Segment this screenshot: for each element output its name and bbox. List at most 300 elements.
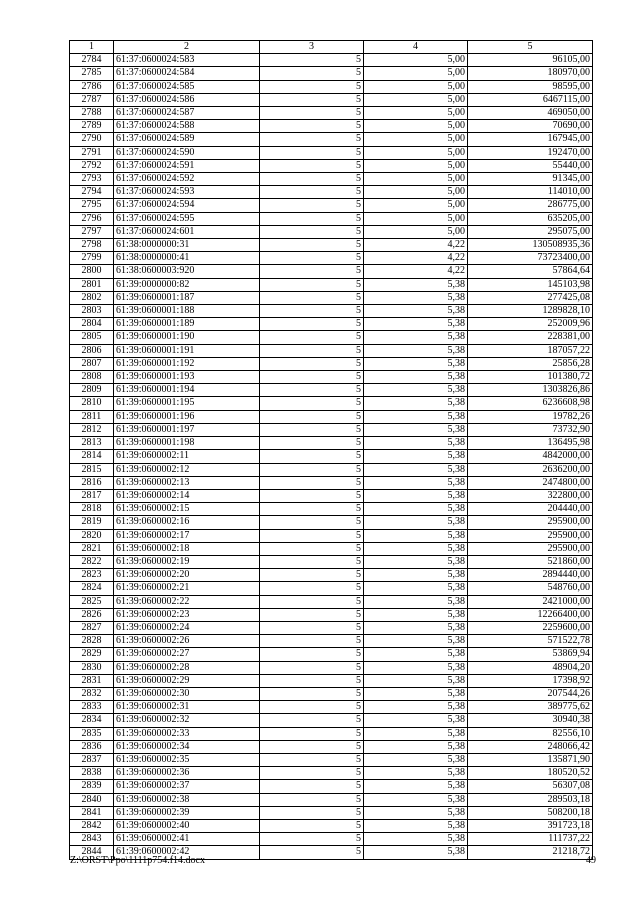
col4-cell: 4,22 — [364, 252, 468, 265]
cadastral-number-cell: 61:39:0600002:38 — [114, 793, 260, 806]
cadastral-number-cell: 61:39:0600001:196 — [114, 410, 260, 423]
table-row — [70, 767, 593, 780]
col3-cell: 5 — [260, 146, 364, 159]
col4-cell: 5,38 — [364, 793, 468, 806]
cadastral-number-cell: 61:37:0600024:593 — [114, 186, 260, 199]
table-row — [70, 133, 593, 146]
row-number-cell: 2794 — [70, 186, 114, 199]
column-header-2: 2 — [114, 41, 260, 54]
col4-cell: 5,38 — [364, 846, 468, 859]
cadastral-number-cell: 61:39:0600002:17 — [114, 529, 260, 542]
table-row — [70, 661, 593, 674]
table-row — [70, 595, 593, 608]
row-number-cell: 2787 — [70, 93, 114, 106]
table-row — [70, 648, 593, 661]
col3-cell: 5 — [260, 503, 364, 516]
col5-cell: 12266400,00 — [468, 608, 593, 621]
table-row — [70, 463, 593, 476]
col3-cell: 5 — [260, 753, 364, 766]
table-row — [70, 701, 593, 714]
row-number-cell: 2820 — [70, 529, 114, 542]
col5-cell: 228381,00 — [468, 331, 593, 344]
col3-cell: 5 — [260, 54, 364, 67]
row-number-cell: 2831 — [70, 674, 114, 687]
cadastral-number-cell: 61:39:0600001:191 — [114, 344, 260, 357]
col5-cell: 130508935,36 — [468, 239, 593, 252]
col3-cell: 5 — [260, 608, 364, 621]
cadastral-number-cell: 61:39:0600002:28 — [114, 661, 260, 674]
cadastral-number-cell: 61:37:0600024:590 — [114, 146, 260, 159]
col4-cell: 5,38 — [364, 503, 468, 516]
table-body — [70, 54, 593, 859]
col3-cell: 5 — [260, 410, 364, 423]
col4-cell: 5,00 — [364, 120, 468, 133]
row-number-cell: 2814 — [70, 450, 114, 463]
col3-cell: 5 — [260, 93, 364, 106]
col5-cell: 469050,00 — [468, 107, 593, 120]
col3-cell: 5 — [260, 384, 364, 397]
col3-cell: 5 — [260, 305, 364, 318]
row-number-cell: 2821 — [70, 542, 114, 555]
col3-cell: 5 — [260, 833, 364, 846]
col5-cell: 2421000,00 — [468, 595, 593, 608]
cadastral-number-cell: 61:39:0600001:195 — [114, 397, 260, 410]
cadastral-number-cell: 61:39:0600001:193 — [114, 371, 260, 384]
table-row — [70, 344, 593, 357]
row-number-cell: 2795 — [70, 199, 114, 212]
col3-cell: 5 — [260, 291, 364, 304]
row-number-cell: 2798 — [70, 239, 114, 252]
col3-cell: 5 — [260, 173, 364, 186]
col4-cell: 5,38 — [364, 780, 468, 793]
col3-cell: 5 — [260, 159, 364, 172]
row-number-cell: 2790 — [70, 133, 114, 146]
col4-cell: 5,38 — [364, 463, 468, 476]
table-row — [70, 674, 593, 687]
cadastral-number-cell: 61:39:0600002:22 — [114, 595, 260, 608]
col4-cell: 5,00 — [364, 186, 468, 199]
col3-cell: 5 — [260, 265, 364, 278]
row-number-cell: 2824 — [70, 582, 114, 595]
col4-cell: 5,38 — [364, 595, 468, 608]
table-row — [70, 555, 593, 568]
col3-cell: 5 — [260, 701, 364, 714]
col3-cell: 5 — [260, 120, 364, 133]
col5-cell: 286775,00 — [468, 199, 593, 212]
col3-cell: 5 — [260, 569, 364, 582]
row-number-cell: 2822 — [70, 555, 114, 568]
row-number-cell: 2826 — [70, 608, 114, 621]
cadastral-number-cell: 61:38:0000000:31 — [114, 239, 260, 252]
col5-cell: 53869,94 — [468, 648, 593, 661]
row-number-cell: 2805 — [70, 331, 114, 344]
table-row — [70, 714, 593, 727]
col4-cell: 5,00 — [364, 173, 468, 186]
cadastral-number-cell: 61:39:0600001:187 — [114, 291, 260, 304]
col4-cell: 5,38 — [364, 740, 468, 753]
col4-cell: 4,22 — [364, 265, 468, 278]
col3-cell: 5 — [260, 687, 364, 700]
col3-cell: 5 — [260, 463, 364, 476]
row-number-cell: 2801 — [70, 278, 114, 291]
row-number-cell: 2833 — [70, 701, 114, 714]
cadastral-number-cell: 61:39:0600001:188 — [114, 305, 260, 318]
table-row — [70, 291, 593, 304]
row-number-cell: 2809 — [70, 384, 114, 397]
col4-cell: 5,38 — [364, 529, 468, 542]
column-header-5: 5 — [468, 41, 593, 54]
col3-cell: 5 — [260, 846, 364, 859]
row-number-cell: 2842 — [70, 819, 114, 832]
table-row — [70, 212, 593, 225]
col5-cell: 207544,26 — [468, 687, 593, 700]
cadastral-number-cell: 61:39:0600001:190 — [114, 331, 260, 344]
cadastral-number-cell: 61:37:0600024:594 — [114, 199, 260, 212]
row-number-cell: 2811 — [70, 410, 114, 423]
col4-cell: 5,00 — [364, 133, 468, 146]
col5-cell: 101380,72 — [468, 371, 593, 384]
col3-cell: 5 — [260, 331, 364, 344]
col5-cell: 82556,10 — [468, 727, 593, 740]
col5-cell: 635205,00 — [468, 212, 593, 225]
cadastral-number-cell: 61:39:0600002:36 — [114, 767, 260, 780]
cadastral-number-cell: 61:39:0600002:30 — [114, 687, 260, 700]
col5-cell: 389775,62 — [468, 701, 593, 714]
col4-cell: 5,00 — [364, 54, 468, 67]
col5-cell: 70690,00 — [468, 120, 593, 133]
cadastral-number-cell: 61:39:0600002:16 — [114, 516, 260, 529]
col5-cell: 1289828,10 — [468, 305, 593, 318]
col3-cell: 5 — [260, 516, 364, 529]
cadastral-number-cell: 61:37:0600024:583 — [114, 54, 260, 67]
col3-cell: 5 — [260, 252, 364, 265]
col3-cell: 5 — [260, 661, 364, 674]
row-number-cell: 2788 — [70, 107, 114, 120]
cadastral-number-cell: 61:39:0600002:29 — [114, 674, 260, 687]
col5-cell: 180520,52 — [468, 767, 593, 780]
col5-cell: 2894440,00 — [468, 569, 593, 582]
col3-cell: 5 — [260, 278, 364, 291]
col3-cell: 5 — [260, 67, 364, 80]
col5-cell: 73732,90 — [468, 423, 593, 436]
col4-cell: 5,38 — [364, 305, 468, 318]
col3-cell: 5 — [260, 186, 364, 199]
col5-cell: 57864,64 — [468, 265, 593, 278]
row-number-cell: 2819 — [70, 516, 114, 529]
table-row — [70, 410, 593, 423]
col4-cell: 5,38 — [364, 767, 468, 780]
col5-cell: 114010,00 — [468, 186, 593, 199]
col5-cell: 2636200,00 — [468, 463, 593, 476]
table-row — [70, 305, 593, 318]
cadastral-number-cell: 61:37:0600024:601 — [114, 225, 260, 238]
col5-cell: 17398,92 — [468, 674, 593, 687]
row-number-cell: 2843 — [70, 833, 114, 846]
cadastral-number-cell: 61:39:0600002:41 — [114, 833, 260, 846]
col5-cell: 295900,00 — [468, 529, 593, 542]
col3-cell: 5 — [260, 225, 364, 238]
col3-cell: 5 — [260, 806, 364, 819]
col4-cell: 5,38 — [364, 384, 468, 397]
cadastral-number-cell: 61:39:0600002:18 — [114, 542, 260, 555]
table-row — [70, 93, 593, 106]
col3-cell: 5 — [260, 542, 364, 555]
row-number-cell: 2834 — [70, 714, 114, 727]
cadastral-number-cell: 61:39:0600002:19 — [114, 555, 260, 568]
row-number-cell: 2837 — [70, 753, 114, 766]
cadastral-number-cell: 61:39:0600002:14 — [114, 489, 260, 502]
col3-cell: 5 — [260, 212, 364, 225]
col3-cell: 5 — [260, 780, 364, 793]
col3-cell: 5 — [260, 582, 364, 595]
table-row — [70, 252, 593, 265]
cadastral-number-cell: 61:39:0600002:20 — [114, 569, 260, 582]
row-number-cell: 2836 — [70, 740, 114, 753]
row-number-cell: 2796 — [70, 212, 114, 225]
table-row — [70, 423, 593, 436]
table-row — [70, 740, 593, 753]
cadastral-number-cell: 61:37:0600024:589 — [114, 133, 260, 146]
col5-cell: 295900,00 — [468, 542, 593, 555]
col3-cell: 5 — [260, 621, 364, 634]
col3-cell: 5 — [260, 357, 364, 370]
col3-cell: 5 — [260, 423, 364, 436]
row-number-cell: 2803 — [70, 305, 114, 318]
col5-cell: 2259600,00 — [468, 621, 593, 634]
cadastral-number-cell: 61:39:0600002:37 — [114, 780, 260, 793]
col4-cell: 5,38 — [364, 555, 468, 568]
row-number-cell: 2844 — [70, 846, 114, 859]
column-header-4: 4 — [364, 41, 468, 54]
col3-cell: 5 — [260, 555, 364, 568]
table-row — [70, 476, 593, 489]
col5-cell: 571522,78 — [468, 635, 593, 648]
col5-cell: 98595,00 — [468, 80, 593, 93]
cadastral-number-cell: 61:37:0600024:585 — [114, 80, 260, 93]
cadastral-number-cell: 61:39:0600001:198 — [114, 437, 260, 450]
col5-cell: 187057,22 — [468, 344, 593, 357]
table-row — [70, 780, 593, 793]
col5-cell: 96105,00 — [468, 54, 593, 67]
cadastral-number-cell: 61:39:0600002:21 — [114, 582, 260, 595]
data-table — [69, 40, 593, 860]
table-row — [70, 397, 593, 410]
col4-cell: 5,38 — [364, 635, 468, 648]
table-row — [70, 727, 593, 740]
table-row — [70, 265, 593, 278]
cadastral-number-cell: 61:39:0600002:27 — [114, 648, 260, 661]
cadastral-number-cell: 61:39:0600002:32 — [114, 714, 260, 727]
col5-cell: 19782,26 — [468, 410, 593, 423]
col4-cell: 5,00 — [364, 225, 468, 238]
col3-cell: 5 — [260, 80, 364, 93]
col4-cell: 5,38 — [364, 489, 468, 502]
col5-cell: 1303826,86 — [468, 384, 593, 397]
col4-cell: 5,38 — [364, 371, 468, 384]
col4-cell: 5,38 — [364, 701, 468, 714]
col5-cell: 277425,08 — [468, 291, 593, 304]
table-row — [70, 529, 593, 542]
col4-cell: 5,38 — [364, 608, 468, 621]
col4-cell: 5,38 — [364, 661, 468, 674]
table-row — [70, 357, 593, 370]
table-row — [70, 186, 593, 199]
col3-cell: 5 — [260, 648, 364, 661]
col3-cell: 5 — [260, 199, 364, 212]
table-row — [70, 239, 593, 252]
col3-cell: 5 — [260, 107, 364, 120]
col5-cell: 48904,20 — [468, 661, 593, 674]
row-number-cell: 2786 — [70, 80, 114, 93]
row-number-cell: 2810 — [70, 397, 114, 410]
cadastral-number-cell: 61:39:0600001:194 — [114, 384, 260, 397]
col4-cell: 5,38 — [364, 318, 468, 331]
col5-cell: 167945,00 — [468, 133, 593, 146]
row-number-cell: 2792 — [70, 159, 114, 172]
cadastral-number-cell: 61:39:0000000:82 — [114, 278, 260, 291]
col3-cell: 5 — [260, 437, 364, 450]
cadastral-number-cell: 61:38:0000000:41 — [114, 252, 260, 265]
cadastral-number-cell: 61:39:0600002:39 — [114, 806, 260, 819]
col5-cell: 295900,00 — [468, 516, 593, 529]
table-row — [70, 146, 593, 159]
col5-cell: 30940,38 — [468, 714, 593, 727]
col4-cell: 5,38 — [364, 833, 468, 846]
table-row — [70, 503, 593, 516]
col5-cell: 2474800,00 — [468, 476, 593, 489]
col4-cell: 5,38 — [364, 727, 468, 740]
col3-cell: 5 — [260, 727, 364, 740]
col5-cell: 289503,18 — [468, 793, 593, 806]
col4-cell: 5,38 — [364, 450, 468, 463]
footer-file-path: Z:\ORST\Ppo\1111p754.f14.docx — [70, 855, 205, 866]
col4-cell: 5,38 — [364, 542, 468, 555]
row-number-cell: 2823 — [70, 569, 114, 582]
table-row — [70, 120, 593, 133]
col4-cell: 5,38 — [364, 291, 468, 304]
col4-cell: 5,38 — [364, 516, 468, 529]
col3-cell: 5 — [260, 635, 364, 648]
col4-cell: 5,38 — [364, 819, 468, 832]
col5-cell: 145103,98 — [468, 278, 593, 291]
col3-cell: 5 — [260, 674, 364, 687]
col3-cell: 5 — [260, 489, 364, 502]
row-number-cell: 2830 — [70, 661, 114, 674]
col4-cell: 5,00 — [364, 159, 468, 172]
row-number-cell: 2838 — [70, 767, 114, 780]
row-number-cell: 2813 — [70, 437, 114, 450]
row-number-cell: 2816 — [70, 476, 114, 489]
row-number-cell: 2812 — [70, 423, 114, 436]
row-number-cell: 2839 — [70, 780, 114, 793]
row-number-cell: 2789 — [70, 120, 114, 133]
cadastral-number-cell: 61:37:0600024:588 — [114, 120, 260, 133]
col5-cell: 56307,08 — [468, 780, 593, 793]
table-row — [70, 384, 593, 397]
cadastral-number-cell: 61:39:0600001:192 — [114, 357, 260, 370]
table-row — [70, 608, 593, 621]
row-number-cell: 2807 — [70, 357, 114, 370]
table-row — [70, 635, 593, 648]
table-row — [70, 621, 593, 634]
col4-cell: 5,38 — [364, 714, 468, 727]
col4-cell: 5,38 — [364, 582, 468, 595]
table-row — [70, 199, 593, 212]
col3-cell: 5 — [260, 819, 364, 832]
col3-cell: 5 — [260, 318, 364, 331]
row-number-cell: 2797 — [70, 225, 114, 238]
cadastral-number-cell: 61:37:0600024:586 — [114, 93, 260, 106]
cadastral-number-cell: 61:39:0600002:33 — [114, 727, 260, 740]
cadastral-number-cell: 61:39:0600002:15 — [114, 503, 260, 516]
cadastral-number-cell: 61:39:0600002:40 — [114, 819, 260, 832]
col4-cell: 5,38 — [364, 331, 468, 344]
table-row — [70, 278, 593, 291]
row-number-cell: 2800 — [70, 265, 114, 278]
col4-cell: 5,38 — [364, 344, 468, 357]
table-row — [70, 318, 593, 331]
col4-cell: 5,38 — [364, 753, 468, 766]
col5-cell: 73723400,00 — [468, 252, 593, 265]
row-number-cell: 2785 — [70, 67, 114, 80]
row-number-cell: 2815 — [70, 463, 114, 476]
table-row — [70, 67, 593, 80]
cadastral-number-cell: 61:39:0600002:24 — [114, 621, 260, 634]
table-row — [70, 450, 593, 463]
table-row — [70, 582, 593, 595]
col3-cell: 5 — [260, 767, 364, 780]
col5-cell: 521860,00 — [468, 555, 593, 568]
cadastral-number-cell: 61:39:0600002:26 — [114, 635, 260, 648]
col5-cell: 252009,96 — [468, 318, 593, 331]
cadastral-number-cell: 61:37:0600024:595 — [114, 212, 260, 225]
cadastral-number-cell: 61:39:0600002:11 — [114, 450, 260, 463]
col4-cell: 5,38 — [364, 423, 468, 436]
col4-cell: 5,00 — [364, 80, 468, 93]
cadastral-number-cell: 61:39:0600002:35 — [114, 753, 260, 766]
col5-cell: 111737,22 — [468, 833, 593, 846]
col5-cell: 91345,00 — [468, 173, 593, 186]
cadastral-number-cell: 61:37:0600024:587 — [114, 107, 260, 120]
col5-cell: 6236608,98 — [468, 397, 593, 410]
table-row — [70, 753, 593, 766]
table-row — [70, 806, 593, 819]
col4-cell: 5,38 — [364, 397, 468, 410]
col3-cell: 5 — [260, 793, 364, 806]
col5-cell: 508200,18 — [468, 806, 593, 819]
table-row — [70, 489, 593, 502]
cadastral-number-cell: 61:39:0600002:31 — [114, 701, 260, 714]
col5-cell: 548760,00 — [468, 582, 593, 595]
col3-cell: 5 — [260, 344, 364, 357]
table-row — [70, 80, 593, 93]
col4-cell: 5,38 — [364, 357, 468, 370]
col4-cell: 5,00 — [364, 67, 468, 80]
col5-cell: 204440,00 — [468, 503, 593, 516]
cadastral-number-cell: 61:39:0600001:197 — [114, 423, 260, 436]
col4-cell: 5,38 — [364, 806, 468, 819]
table-row — [70, 687, 593, 700]
col4-cell: 5,38 — [364, 687, 468, 700]
table-header-row — [70, 41, 593, 54]
col5-cell: 248066,42 — [468, 740, 593, 753]
col3-cell: 5 — [260, 740, 364, 753]
cadastral-number-cell: 61:37:0600024:592 — [114, 173, 260, 186]
row-number-cell: 2841 — [70, 806, 114, 819]
cadastral-number-cell: 61:39:0600002:23 — [114, 608, 260, 621]
col3-cell: 5 — [260, 714, 364, 727]
table-row — [70, 569, 593, 582]
